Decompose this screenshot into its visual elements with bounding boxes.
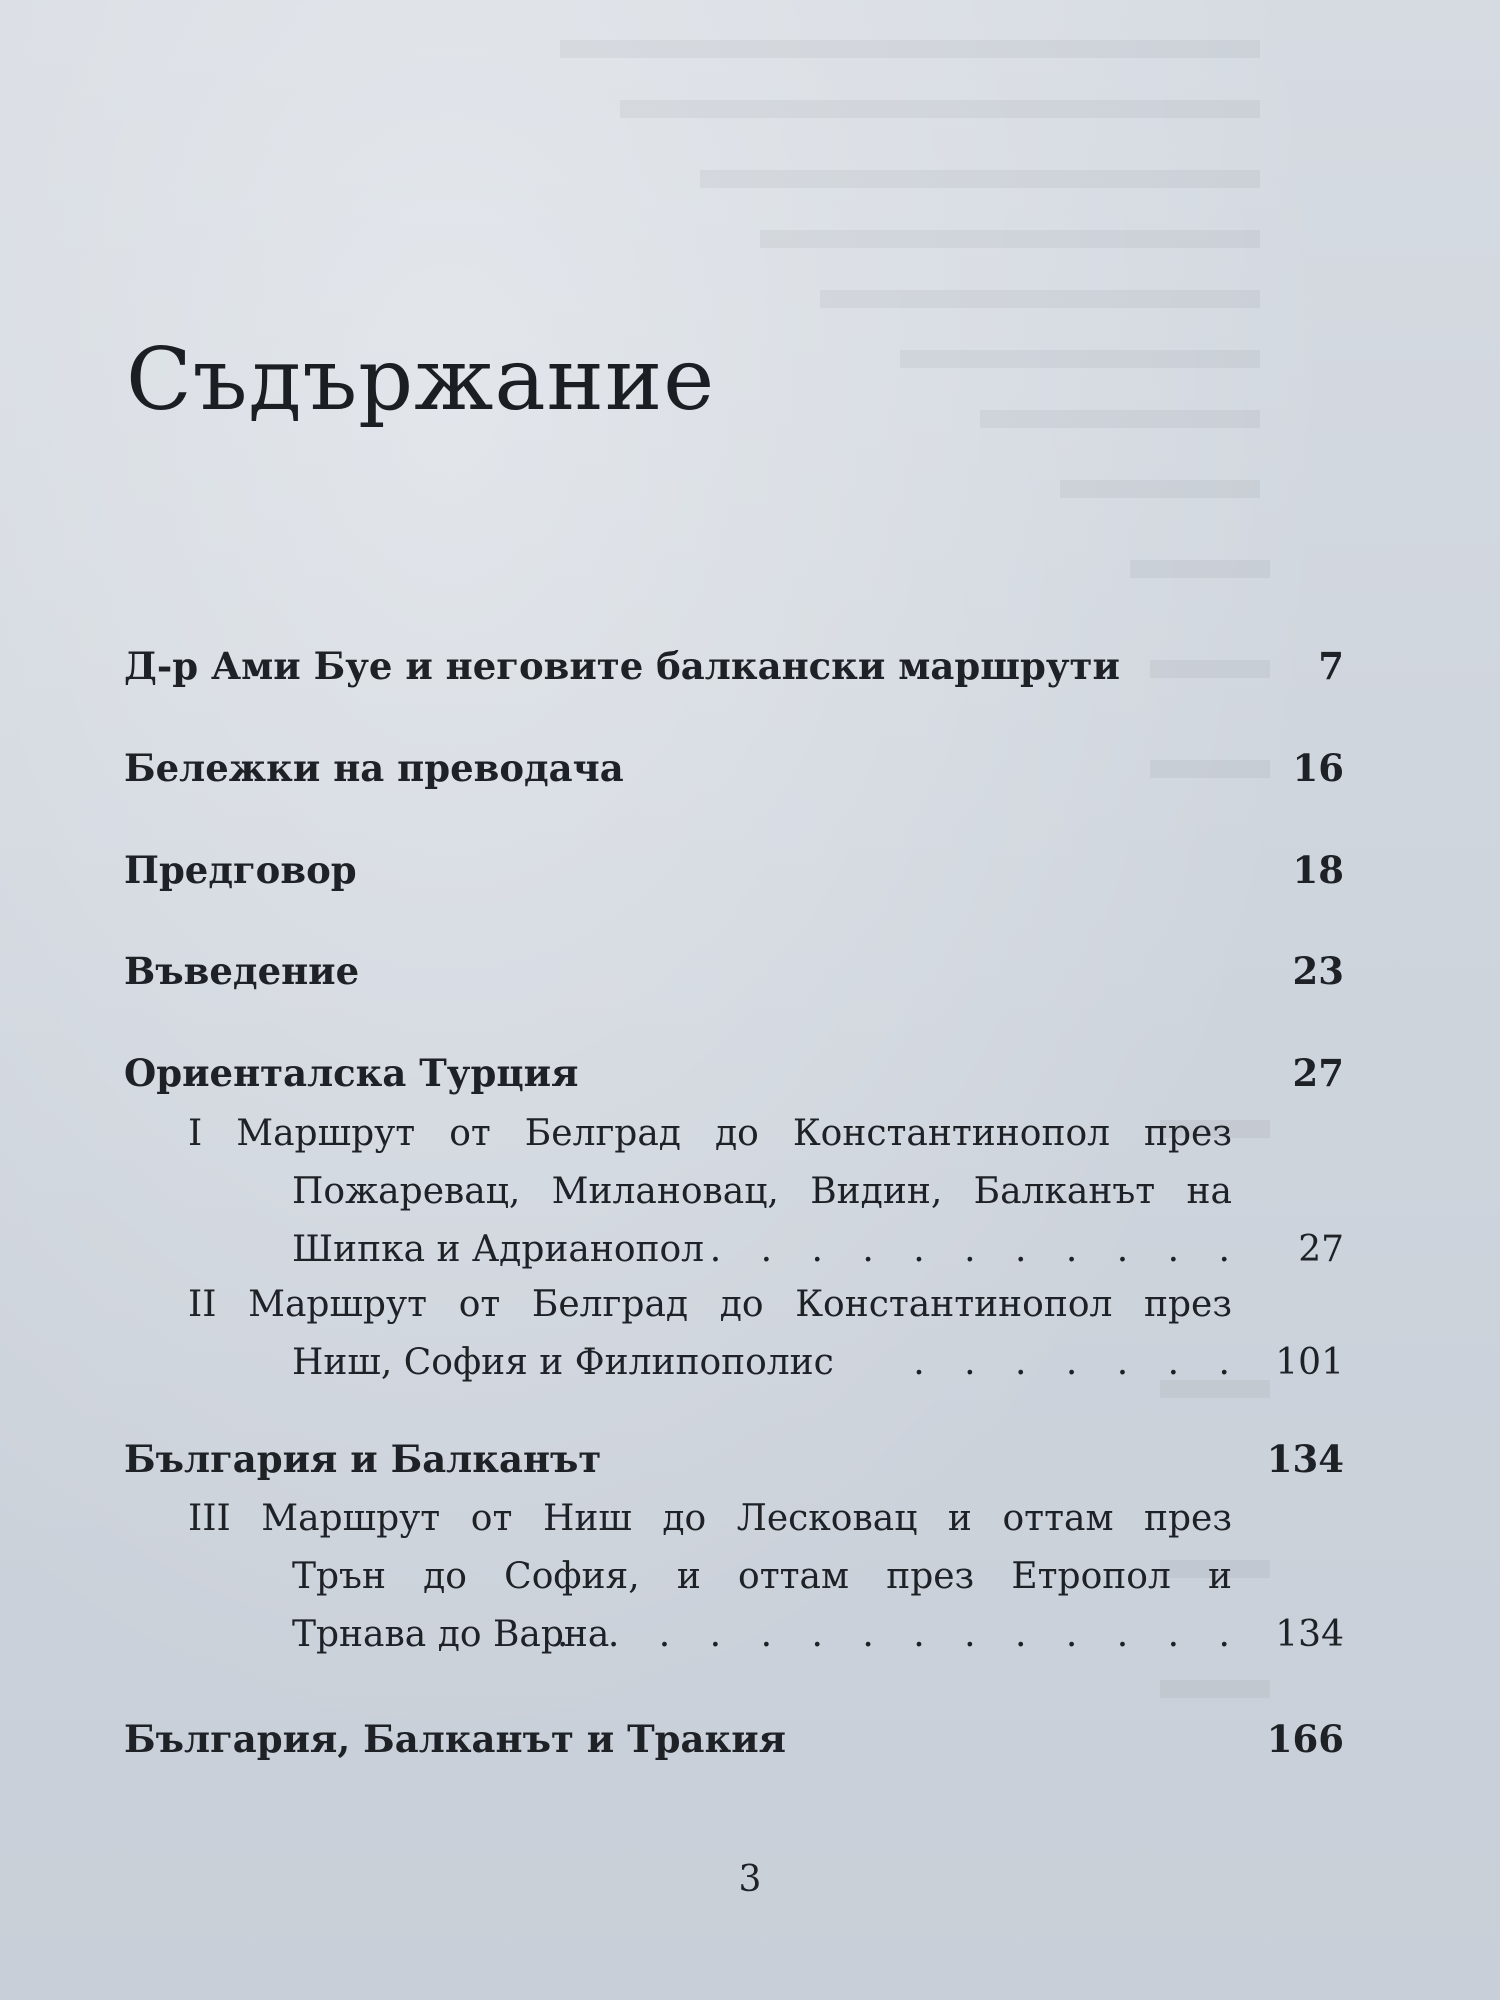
- toc-subentry-line: Шипка и Адрианопол . . . . . . . . . . . 27: [292, 1221, 1344, 1279]
- page-number: 3: [738, 1859, 762, 1900]
- toc-subentry-line: Трнава до Варна . . . . . . . . . . . . . . 134: [292, 1606, 1344, 1664]
- toc-subentry: [124, 1276, 1344, 1392]
- toc-entry-page: 16: [1292, 746, 1344, 790]
- toc-entry: [124, 1048, 1344, 1098]
- dot-leader: . . . . . . .: [913, 1342, 1244, 1383]
- toc-subentry-line: I Маршрут от Белград до Константинопол през: [188, 1113, 1232, 1154]
- toc-subentry-page: 134: [1275, 1614, 1344, 1655]
- toc-subentry-line: Ниш, София и Филипополис . . . . . . . 101: [292, 1334, 1344, 1392]
- page-title: Съдържание: [126, 330, 716, 430]
- toc-entry-label: Бележки на преводача: [124, 746, 624, 790]
- toc-entry-label: България и Балканът: [124, 1437, 602, 1481]
- dot-leader: . . . . . . . . . . .: [709, 1229, 1244, 1270]
- toc-entry: [124, 743, 1344, 793]
- dot-leader: . . . . . . . . . . . . . .: [557, 1614, 1244, 1655]
- toc-subentry-line: Трън до София, и оттам през Етропол и: [292, 1556, 1232, 1597]
- toc-subentry-line: Пожаревац, Милановац, Видин, Балканът на: [292, 1171, 1232, 1212]
- toc-entry-page: 166: [1266, 1717, 1344, 1761]
- toc-entry-page: 23: [1292, 949, 1344, 993]
- toc-entry-page: 18: [1292, 848, 1344, 892]
- toc-subentry-line: II Маршрут от Белград до Константинопол през: [188, 1284, 1232, 1325]
- toc-entry: [124, 845, 1344, 895]
- toc-entry: [124, 946, 1344, 996]
- toc-entry: [124, 1434, 1344, 1484]
- toc-entry: [124, 1714, 1344, 1764]
- toc-entry-label: България, Балканът и Тракия: [124, 1717, 786, 1761]
- toc-subentry-page: 27: [1298, 1229, 1344, 1270]
- toc-subentry: [124, 1490, 1344, 1664]
- toc-entry: [124, 641, 1344, 691]
- toc-subentry-page: 101: [1275, 1342, 1344, 1383]
- toc-entry-label: Предговор: [124, 848, 357, 892]
- toc-entry-label: Въведение: [124, 949, 360, 993]
- toc-subentry: [124, 1105, 1344, 1279]
- toc-entry-label: Ориенталска Турция: [124, 1051, 579, 1095]
- toc-entry-page: 7: [1318, 644, 1344, 688]
- toc-entry-label: Д-р Ами Буе и неговите балкански маршрути: [124, 644, 1120, 688]
- toc-entry-page: 27: [1292, 1051, 1344, 1095]
- toc-subentry-line: III Маршрут от Ниш до Лесковац и оттам през: [188, 1498, 1232, 1539]
- toc-entry-page: 134: [1266, 1437, 1344, 1481]
